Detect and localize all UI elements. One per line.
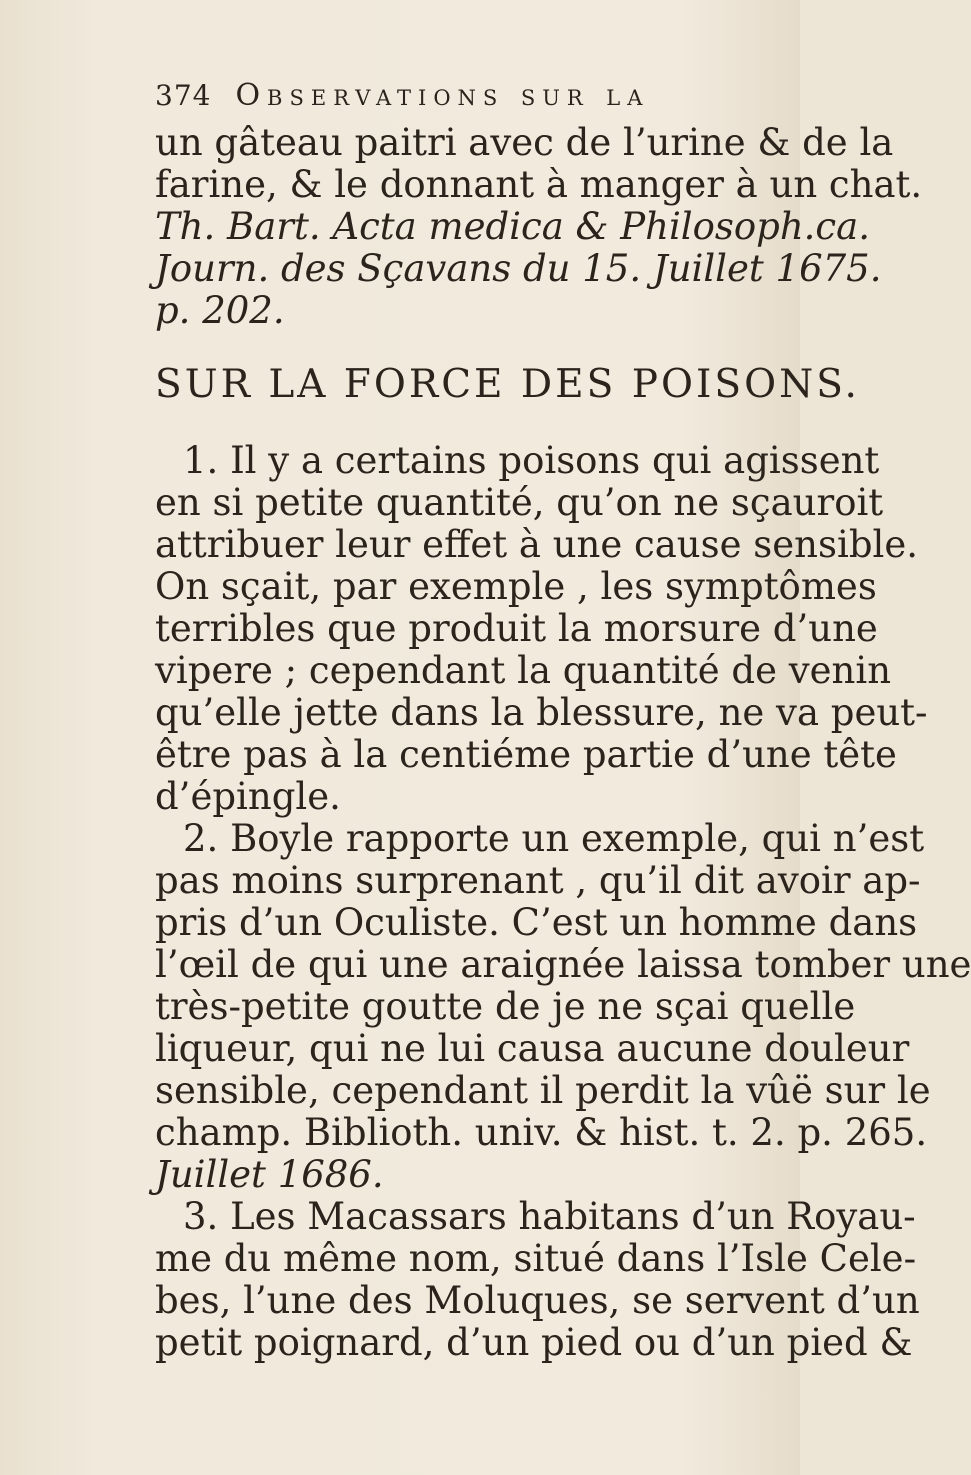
citation-line: p. 202.	[155, 289, 285, 332]
text-line: terribles que produit la morsure d’une	[155, 607, 878, 650]
text-line: me du même nom, situé dans l’Isle Cele-	[155, 1237, 917, 1280]
text-line: vipere ; cependant la quantité de venin	[155, 649, 892, 692]
text-line: attribuer leur effet à une cause sensible.	[155, 523, 918, 566]
text-line: On sçait, par exemple , les symptômes	[155, 565, 877, 608]
text-line: farine, & le donnant à manger à un chat.	[155, 163, 923, 206]
page-number: 374	[155, 79, 212, 112]
citation-line: Juillet 1686.	[155, 1153, 384, 1196]
text-line: qu’elle jette dans la blessure, ne va peut-	[155, 691, 928, 734]
page-header	[155, 78, 765, 118]
text-line: un gâteau paitri avec de l’urine & de la	[155, 121, 894, 164]
text-line: sensible, cependant il perdit la vûë sur le	[155, 1069, 931, 1112]
text-line: pris d’un Oculiste. C’est un homme dans	[155, 901, 918, 944]
text-line: en si petite quantité, qu’on ne sçauroit	[155, 481, 884, 524]
text-line: pas moins surprenant , qu’il dit avoir ap-	[155, 859, 921, 902]
text-line: l’œil de qui une araignée laissa tomber une	[155, 943, 971, 986]
text-line: 2. Boyle rapporte un exemple, qui n’est	[183, 817, 925, 860]
text-line: très-petite goutte de je ne sçai quelle	[155, 985, 856, 1028]
text-line: bes, l’une des Moluques, se servent d’un	[155, 1279, 920, 1322]
text-line: liqueur, qui ne lui causa aucune douleur	[155, 1027, 910, 1070]
text-line: 3. Les Macassars habitans d’un Royau-	[183, 1195, 916, 1238]
text-line: être pas à la centiéme partie d’une tête	[155, 733, 897, 776]
text-line: d’épingle.	[155, 775, 341, 818]
citation-line: Journ. des Sçavans du 15. Juillet 1675.	[155, 247, 882, 290]
text-line: 1. Il y a certains poisons qui agissent	[183, 439, 880, 482]
running-title: Observations sur la	[235, 78, 650, 113]
section-heading: SUR LA FORCE DES POISONS.	[155, 362, 860, 407]
text-line: petit poignard, d’un pied ou d’un pied &	[155, 1321, 913, 1364]
citation-line: champ. Biblioth. univ. & hist. t. 2. p. 265.	[155, 1111, 928, 1154]
citation-line: Th. Bart. Acta medica & Philosoph.ca.	[155, 205, 870, 248]
